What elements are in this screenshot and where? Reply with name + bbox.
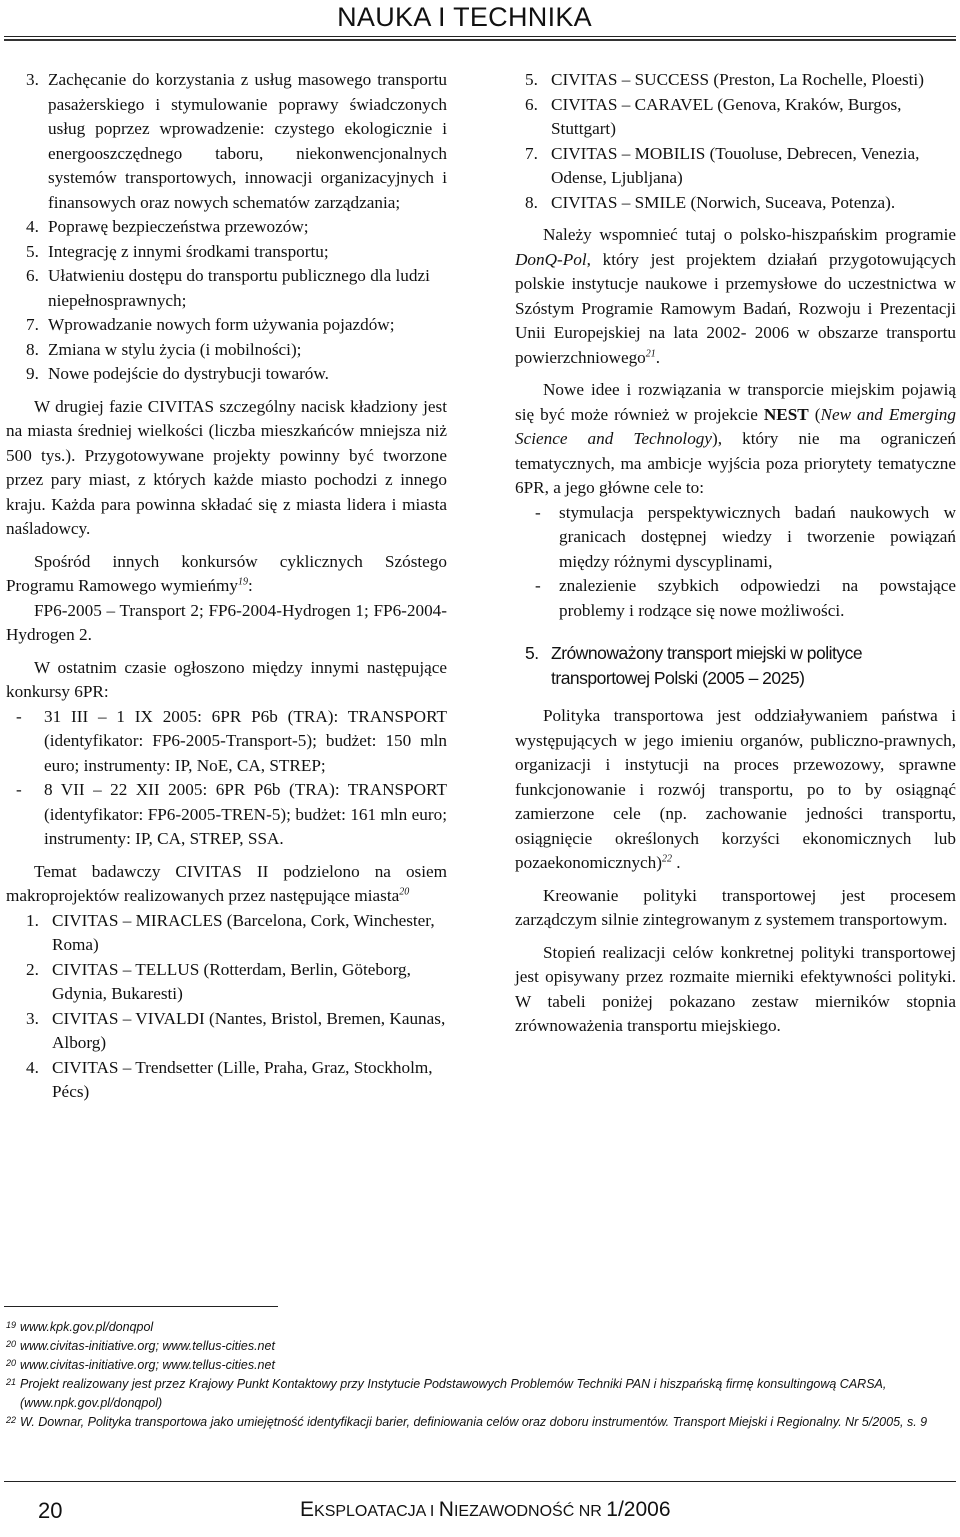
- list-item: 6. CIVITAS – CARAVEL (Genova, Kraków, Burgos, Stuttgart): [525, 94, 902, 138]
- paragraph: Polityka transportowa jest oddziaływaniem państwa i występujących w jego imieniu organów, publiczno-prawnych, organizacji i instytucji na proces przewozowy, sprawne funkcjonowanie i rozwój transportu, po to by osiągnąć zamierzone cele (np. zachowanie jedności transportu, osiągnięcie określonych korzyści ekonomicznych lub pozaekonomicznych)$^{22}$ .: [515, 706, 956, 872]
- list-item: 7. Wprowadzanie nowych form używania pojazdów;: [26, 315, 395, 334]
- footnote: 20 www.civitas-initiative.org; www.tellus-cities.net: [6, 1339, 275, 1353]
- list-item: 8. CIVITAS – SMILE (Norwich, Suceava, Potenza).: [525, 192, 896, 212]
- paragraph: Nowe idee i rozwiązania w transporcie miejskim pojawią się być może również w projekcie NEST (New and Emerging Science and Technology), który nie ma ograniczeń tematycznych, ma ambicje wyjścia poza priorytety tematyczne 6PR, a jego główne cele to:: [515, 380, 956, 497]
- paragraph: W ostatnim czasie ogłoszono między innymi następujące konkursy 6PR:: [6, 657, 447, 701]
- paragraph: Należy wspomnieć tutaj o polsko-hiszpańskim programie DonQ-Pol, który jest projektem działań przygotowujących polskie instytucje naukowe i przemysłowe do uczestnictwa w Szóstym Programie Ramowym Badań, Rozwoju i Prezentacji Unii Europejskiej na lata 2002- 2006 w obszarze transportu powierzchniowego$^{21}$.: [515, 225, 956, 367]
- footnote: 19 www.kpk.gov.pl/donqpol: [6, 1320, 154, 1334]
- footer-rule: [4, 1481, 956, 1482]
- footnote: 22 W. Downar, Polityka transportowa jako umiejętność identyfikacji barier, definiowania celów oraz doboru instrumentów. Transport Miejski i Regionalny. Nr 5/2005, s. 9: [6, 1415, 928, 1429]
- footnote: 20 www.civitas-initiative.org; www.tellus-cities.net: [6, 1358, 275, 1372]
- paragraph: Stopień realizacji celów konkretnej polityki transportowej jest opisywany przez rozmaite mierniki efektywności polityki. W tabeli poniżej pokazano zestaw mierników stopnia zrównoważenia transportu miejskiego.: [515, 942, 956, 1035]
- paragraph: FP6-2005 – Transport 2; FP6-2004-Hydrogen 1; FP6-2004-Hydrogen 2.: [6, 600, 447, 644]
- paragraph: W drugiej fazie CIVITAS szczególny nacisk kładziony jest na miasta średniej wielkości (liczba mieszkańców mniejsza niż 500 tys.). Przygotowywane projekty powinny być tworzone przez pary miast, z których każde miasto pochodzi z innego kraju. Każda para powinna składać się z miasta lidera i miasta naśladowcy.: [6, 396, 447, 538]
- list-item: 8. Zmiana w stylu życia (i mobilności);: [26, 339, 302, 359]
- list-item: 4. CIVITAS – Trendsetter (Lille, Praha, Graz, Stockholm, Pécs): [26, 1057, 433, 1101]
- cities-list: [6, 909, 447, 1105]
- header-rule-thick: [4, 39, 956, 41]
- page-number: 20: [38, 1498, 63, 1523]
- footnote-rule: [4, 1306, 278, 1307]
- paragraph: Kreowanie polityki transportowej jest procesem zarządczym silnie zintegrowanym z systemem transportowym.: [515, 885, 956, 929]
- list-item: 4. Poprawę bezpieczeństwa przewozów;: [26, 217, 309, 236]
- dash-item: - znalezienie szybkich odpowiedzi na powstające problemy i rodzące się nowe możliwości.: [535, 576, 956, 620]
- list-item: 7. CIVITAS – MOBILIS (Touoluse, Debrecen, Venezia, Odense, Ljubljana): [525, 143, 920, 187]
- list-item: 6. Ułatwieniu dostępu do transportu publicznego dla ludzi niepełnosprawnych;: [26, 266, 430, 310]
- list-item: 3. CIVITAS – VIVALDI (Nantes, Bristol, Bremen, Kaunas, Alborg): [26, 1008, 446, 1052]
- section-heading: 5. Zrównoważony transport miejski w polityce transportowej Polski (2005 – 2025): [525, 643, 863, 688]
- cities-list-continued: [515, 68, 956, 215]
- paragraph: Temat badawczy CIVITAS II podzielono na osiem makroprojektów realizowanych przez następujące miasta$^{20}$: [6, 861, 447, 905]
- footnote: 21 Projekt realizowany jest przez Krajowy Punkt Kontaktowy przy Instytucie Podstawowych Problemów Techniki PAN i hiszpańską firmę konsultingową CARSA, (www.npk.gov.pl/donqpol): [6, 1377, 887, 1410]
- list-item: 1. CIVITAS – MIRACLES (Barcelona, Cork, Winchester, Roma): [26, 910, 435, 954]
- running-header: NAUKA I TECHNIKA: [337, 2, 592, 32]
- dash-item: - 31 III – 1 IX 2005: 6PR P6b (TRA): TRANSPORT (identyfikator: FP6-2005-Transport-5); budżet: 150 mln euro; instrumenty: IP, NoE, CA, STREP;: [16, 706, 447, 775]
- list-item: 5. CIVITAS – SUCCESS (Preston, La Rochelle, Ploesti): [525, 70, 924, 89]
- list-item: 9. Nowe podejście do dystrybucji towarów.: [26, 364, 329, 383]
- dash-item: - 8 VII – 22 XII 2005: 6PR P6b (TRA): TRANSPORT (identyfikator: FP6-2005-TREN-5); budżet: 161 mln euro; instrumenty: IP, CA, STREP, SSA.: [16, 780, 447, 848]
- list-item: 2. CIVITAS – TELLUS (Rotterdam, Berlin, Göteborg, Gdynia, Bukaresti): [26, 959, 411, 1003]
- right-column: [515, 68, 956, 1039]
- header-rule: [4, 36, 956, 37]
- list-item: 5. Integrację z innymi środkami transportu;: [26, 241, 329, 261]
- journal-title: EKSPLOATACJA I NIEZAWODNOŚĆ NR 1/2006: [300, 1498, 671, 1521]
- objectives-list: [6, 68, 447, 387]
- left-column: [6, 68, 447, 1105]
- list-item: 3. Zachęcanie do korzystania z usług masowego transportu pasażerskiego i stymulowanie poprawy świadczonych usług poprzez wprowadzenie: czystego ekologicznie i energooszczędnego taboru, niekonwencjonalnych systemów transportowych, innowacji organizacyjnych i finansowych oraz nowych schematów zarządzania;: [26, 70, 447, 212]
- paragraph: Spośród innych konkursów cyklicznych Szóstego Programu Ramowego wymieńmy$^{19}$:: [6, 551, 447, 595]
- dash-item: - stymulacja perspektywicznych badań naukowych w granicach dostępnej wiedzy i tworzenie powiązań między różnymi dyscyplinami,: [535, 502, 956, 571]
- footnotes: [6, 1318, 956, 1432]
